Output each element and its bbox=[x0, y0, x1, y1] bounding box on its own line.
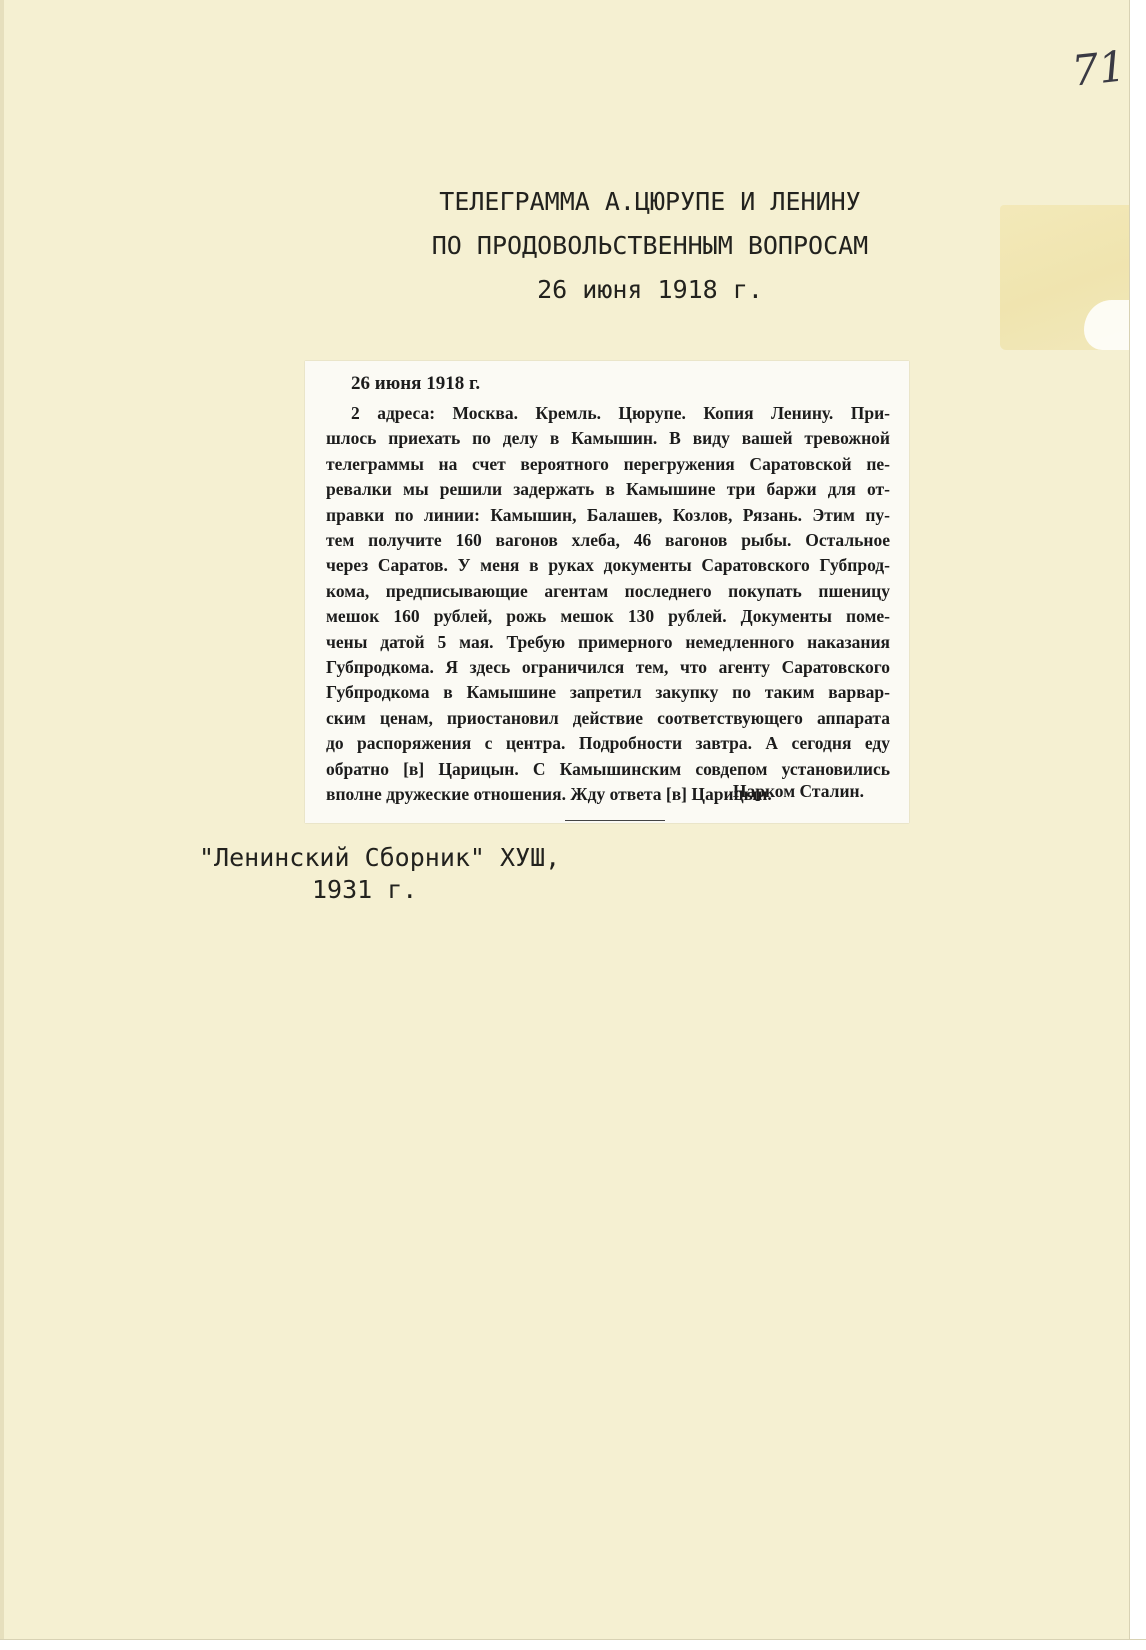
newspaper-clipping bbox=[305, 361, 909, 823]
telegram-line: мешок 160 рублей, рожь мешок 130 рублей. Документы поме- bbox=[326, 606, 890, 627]
telegram-line: 2 адреса: Москва. Кремль. Цюрупе. Копия Ленину. При- bbox=[351, 403, 890, 423]
page-shadow-edge bbox=[0, 0, 4, 1650]
telegram-line: правки по линии: Камышин, Балашев, Козлов, Рязань. Этим пу- bbox=[326, 504, 890, 525]
divider bbox=[565, 820, 665, 821]
handwritten-page-number: 71 bbox=[1069, 41, 1128, 96]
telegram-line: тем получите 160 вагонов хлеба, 46 вагонов рыбы. Остальное bbox=[326, 530, 890, 551]
title-line-2: ПО ПРОДОВОЛЬСТВЕННЫМ ВОПРОСАМ bbox=[431, 231, 869, 260]
telegram-line: шлось приехать по делу в Камышин. В виду вашей тревожной bbox=[326, 428, 890, 449]
telegram-line: ским ценам, приостановил действие соответствующего аппарата bbox=[326, 707, 890, 728]
telegram-line: до распоряжения с центра. Подробности завтра. А сегодня еду bbox=[326, 733, 890, 754]
page-margin-bottom bbox=[0, 1639, 1146, 1650]
title-line-1: ТЕЛЕГРАММА А.ЦЮРУПЕ И ЛЕНИНУ bbox=[439, 187, 861, 216]
telegram-line: телеграммы на счет вероятного перегружения Саратовской пе- bbox=[326, 453, 890, 474]
telegram-line: через Саратов. У меня в руках документы Саратовского Губпрод- bbox=[326, 555, 890, 576]
page-margin-right bbox=[1129, 0, 1146, 1650]
telegram-line: ревалки мы решили задержать в Камышине три баржи для от- bbox=[326, 479, 890, 500]
telegram-line: обратно [в] Царицын. С Камышинским совдепом установились bbox=[326, 758, 890, 779]
telegram-line: кома, предписывающие агентам последнего покупать пшеницу bbox=[326, 580, 890, 601]
telegram-line: вполне дружеские отношения. Жду ответа [в] Царицын. bbox=[326, 784, 772, 805]
source-citation bbox=[199, 842, 560, 906]
telegram-line: чены датой 5 мая. Требую примерного немедленного наказания bbox=[326, 631, 890, 652]
source-year: 1931 г. bbox=[312, 875, 418, 904]
source-title: "Ленинский Сборник" ХУШ, bbox=[199, 843, 561, 872]
document-title bbox=[400, 180, 900, 312]
telegram-line: Губпродкома в Камышине запретил закупку по таким варвар- bbox=[326, 682, 890, 703]
title-date: 26 июня 1918 г. bbox=[537, 275, 763, 304]
telegram-text bbox=[326, 401, 890, 808]
signature: Нарком Сталин. bbox=[732, 781, 864, 801]
clipping-date: 26 июня 1918 г. bbox=[351, 373, 481, 394]
telegram-line: Губпродкома. Я здесь ограничился тем, что агенту Саратовского bbox=[326, 657, 890, 678]
